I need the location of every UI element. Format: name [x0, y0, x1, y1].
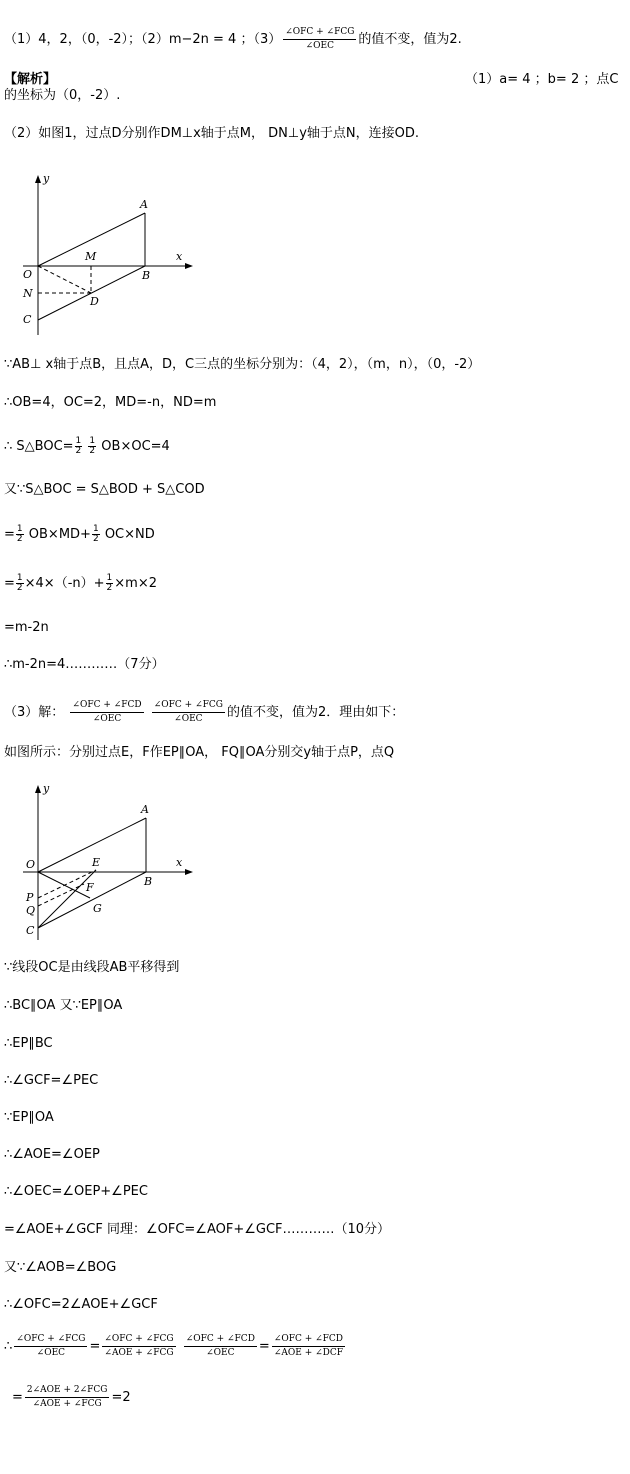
fig2-label-x: x [176, 856, 183, 869]
half-fraction: $\frac{1}{2}$ [16, 573, 23, 593]
p3-step-10: ∴∠OFC=2∠AOE+∠GCF [4, 1297, 158, 1312]
fig1-label-b: B [142, 269, 151, 282]
p2-line-2: ∴OB=4，OC=2，MD=-n，ND=m [4, 395, 217, 410]
fig2-label-f: F [86, 881, 94, 894]
p2-line-7: =m-2n [4, 620, 49, 635]
fig1-label-y: y [43, 172, 50, 185]
fig2-label-p: P [26, 891, 34, 904]
p2-line-4: 又∵S△BOC = S△BOD + S△COD [4, 482, 205, 497]
part1-answer-left: 的坐标为（0，-2）. [4, 88, 121, 103]
fig2-label-e: E [92, 856, 101, 869]
fig2-label-o: O [26, 858, 36, 871]
p3-line-2: 如图所示：分别过点E，F作EP∥OA， FQ∥OA分别交y轴于点P，点Q [4, 745, 395, 760]
p2-line-1: ∵AB⊥ x轴于点B，且点A，D，C三点的坐标分别为：（4，2），（m，n），（0，-2） [4, 357, 481, 372]
answer-fraction: $\frac{\text{∠OFC + ∠FCG}}{\text{∠OEC}}$ [285, 27, 355, 51]
fig1-label-d: D [90, 295, 99, 308]
frac-g5: $\frac{\text{2∠AOE + 2∠FCG}}{\text{∠AOE + ∠FCG}}$ [26, 1385, 108, 1409]
p3-step-5: ∵EP∥OA [4, 1110, 54, 1125]
p3-step-8: =∠AOE+∠GCF 同理：∠OFC=∠AOF+∠GCF…………（10分） [4, 1222, 391, 1237]
figure-2 [18, 780, 198, 945]
frac-g2: $\frac{\text{∠OFC + ∠FCG}}{\text{∠AOE + ∠FCG}}$ [104, 1334, 174, 1358]
p3-step-1: ∵线段OC是由线段AB平移得到 [4, 960, 180, 975]
half-fraction: $\frac{1}{2}$ [106, 573, 113, 593]
part2-intro: （2）如图1，过点D分别作DM⊥x轴于点M， DN⊥y轴于点N，连接OD. [4, 126, 419, 141]
p2-line-5: = $\frac{1}{2}$ OB×MD+ $\frac{1}{2}$ OC×ND [4, 524, 155, 544]
answer-suffix: 的值不变，值为2. [358, 32, 462, 47]
fraction-2: $\frac{\text{∠OFC + ∠FCG}}{\text{∠OEC}}$ [153, 700, 223, 724]
p3-step-3: ∴EP∥BC [4, 1036, 53, 1051]
fig2-label-y: y [43, 782, 50, 795]
fig1-label-m: M [85, 250, 97, 263]
half-fraction: $\frac{1}{2}$ [16, 524, 23, 544]
p2-line-6: = $\frac{1}{2}$ ×4×（-n）+ $\frac{1}{2}$ ×m×2 [4, 573, 157, 593]
fig1-label-c: C [23, 313, 32, 326]
p3-step-6: ∴∠AOE=∠OEP [4, 1147, 100, 1162]
fig1-label-x: x [176, 250, 183, 263]
p3-step-12: = $\frac{\text{2∠AOE + 2∠FCG}}{\text{∠AOE + ∠FCG}}$ =2 [12, 1385, 131, 1409]
fig1-label-o: O [23, 268, 33, 281]
fig2-label-b: B [144, 875, 153, 888]
half-fraction: $\frac{1}{2}$ [89, 436, 96, 456]
p2-line-8: ∴m-2n=4…………（7分） [4, 657, 165, 672]
p2-line-3: ∴ S△BOC= $\frac{1}{2}$ $\frac{1}{2}$ OB×OC=4 [4, 436, 170, 456]
answer-prefix: （1）4，2，（0，-2）；（2）m−2n = 4 ；（3） [4, 32, 282, 47]
p3-step-11: ∴ $\frac{\text{∠OFC + ∠FCG}}{\text{∠OEC}}$ = $\frac{\text{∠OFC + ∠FCG}}{\text{∠AOE + ∠FCG}}$ $\frac{\text{∠OFC + ∠FCD}}{\text{∠OEC}}$ = $\frac{\text{∠OFC + ∠FCD}}{\text{∠AOE + ∠DCF}}$ [4, 1334, 344, 1358]
fraction-1: $\frac{\text{∠OFC + ∠FCD}}{\text{∠OEC}}$ [72, 700, 142, 724]
frac-g3: $\frac{\text{∠OFC + ∠FCD}}{\text{∠OEC}}$ [185, 1334, 255, 1358]
fig2-label-g: G [93, 902, 102, 915]
analysis-label: 【解析】 [4, 72, 57, 87]
fig1-label-a: A [140, 198, 148, 211]
p3-line-1: （3）解： $\frac{\text{∠OFC + ∠FCD}}{\text{∠OEC}}$ $\frac{\text{∠OFC + ∠FCG}}{\text{∠OEC}}$ 的值不变，值为2．理由如下： [4, 700, 405, 724]
part1-answer-right: （1）a= 4 ；b= 2 ；点C [465, 72, 619, 87]
fig1-label-n: N [23, 287, 33, 300]
frac-g1: $\frac{\text{∠OFC + ∠FCG}}{\text{∠OEC}}$ [16, 1334, 86, 1358]
answer-line [4, 27, 462, 52]
half-fraction: $\frac{1}{2}$ [92, 524, 99, 544]
figure-1 [18, 170, 198, 340]
fig2-label-c: C [26, 924, 35, 937]
fig2-label-a: A [141, 803, 149, 816]
fig2-label-q: Q [26, 904, 36, 917]
half-fraction: $\frac{1}{2}$ [75, 436, 82, 456]
p3-step-9: 又∵∠AOB=∠BOG [4, 1260, 117, 1275]
p3-step-2: ∴BC∥OA 又∵EP∥OA [4, 998, 123, 1013]
frac-g4: $\frac{\text{∠OFC + ∠FCD}}{\text{∠AOE + ∠DCF}}$ [273, 1334, 344, 1358]
p3-step-7: ∴∠OEC=∠OEP+∠PEC [4, 1184, 148, 1199]
p3-step-4: ∴∠GCF=∠PEC [4, 1073, 99, 1088]
